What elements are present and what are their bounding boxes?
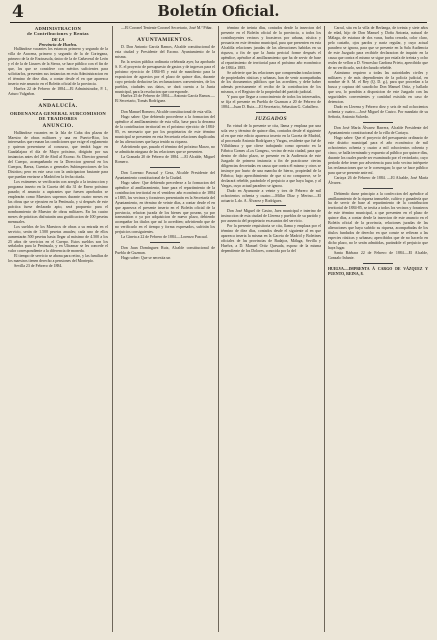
column-divider bbox=[324, 26, 325, 632]
notice-paragraph: En virtud de la presente se cita, llama y emplaza por una sola vez y término de quince días, contados desde el siguiente al en que este edicto aparezca inserto en la Gaceta de Madrid, al procesado Antonio Rodríguez y Vargas, residente que fué de Villablanca y que cítese trabajando como operario en la Fábrica Gomes «Los Gonges», vecino de esta ciudad, para que dentro de dicho plazo, se presente en la Audiencia de este Juzgado de primera instancia a fin de practicarse ciertas diligencias decretadas en causa que contra él mismo y otros se instruye por hurto de una mancha de hierro, propiedad de la Fábrica; bajo apercibimiento de que si no comparece, se le declarará rebelde, parándole el perjuicio a que haya lugar, y al Vargas, cuyo actual paradero se ignora. bbox=[221, 123, 321, 188]
section-separator bbox=[363, 263, 393, 264]
notice-paragraph: Sevilla 23 de Febrero de 1884. bbox=[14, 263, 63, 269]
notice-paragraph: El tiempo de servicio se abona para retiro, y las familias de los maestros tienen derecho a pensiones del Montepío. bbox=[8, 253, 108, 264]
section-heading: JUZGADOS bbox=[254, 116, 288, 123]
column-2 bbox=[115, 26, 215, 634]
notice-paragraph: término de treinta días, contados desde la insercion del presente en el Boletín oficial de la provincia, a todos los contribuyentes vecinos y forasteros por urbana, rústica y pecuaria en este término municipal, para que presenten en esta Alcaldía relaciones juradas de las alteraciones habidas en su riqueza, a fin de que la Junta pericial forme después el apéndice, apéndice al amillaramiento que ha de servir de base al repartimiento de territorial para el próximo año económico de 1884 a 1885. bbox=[221, 26, 321, 70]
section-separator bbox=[150, 33, 180, 34]
notice-paragraph: Don Manuel Romero, Alcalde constitucional de esta villa. bbox=[121, 109, 213, 115]
notice-paragraph: Hago saber: Que el proyecto del presupuesto ordinario de este distrito municipal para el año económico de mil ochocientos ochenta y cuatro a mil ochocientos ochenta y cinco, se halla terminado y expuesto al público por quince días, durante los cuales puede ser examinado por el vecindario, cuyo período debe tener por advertencia para todo vecino intérprete las reclamaciones que se le convengan; lo que se hace público para que se presente ante mí. bbox=[328, 135, 428, 175]
notice-paragraph: Por la presente requisitoria se cita, llama y emplaza por el término de diez días, contados desde el siguiente al en que aparezca inserta la misma en la Gaceta de Madrid y Boletines oficiales de las provincias de Badajoz, Málaga, Sevilla y Huelva, a D. Manuel Ortiz Quesada, esposo de la misma dependiente de los Dolores, conocida por la del bbox=[221, 223, 321, 254]
notice-paragraph: Asimismo requiero a todas las autoridades civiles y militares y de más dependientes de la policía judicial, en nombre de S. M. el Rey (Q. D. g.), para que procedan a la busca y captura del susodicho Don Manuel Ortiz, y hallado que sea, lo pondrán a disposicion de este Juzgado con las seguridades convenientes y cantidad existida en caso de detencion. bbox=[328, 69, 428, 105]
notice-paragraph: Advirtiendo que, pasado el término del próximo Marzo, no se admitirán ninguna de las relaciones que se presenten. bbox=[115, 144, 215, 155]
section-subheading: Provincia de Huelva. bbox=[38, 42, 78, 48]
section-heading: ANDALUCÍA. bbox=[38, 102, 78, 109]
column-divider bbox=[112, 26, 113, 632]
section-heading: ANUNCIO. bbox=[42, 122, 74, 129]
notice-paragraph: Cartaya 26 de Febrero de 1884. —El Alcalde, José María Álvarez. bbox=[328, 174, 428, 185]
notice-paragraph: Hago saber: Que debiendo precederse a la formacion del apéndice al amillaramiento, base para el repartimiento de la contribucion territorial en el venidero año económico de 1884 a 1885, los vecinos y forasteros presentarán en la Secretaría del Ayuntamiento, en término de veinte días, a contar desde el en que aparezca el presente inserto en el Boletín oficial de la provincia, relacion jurada de los bienes que posean, ya por transmision o ya por adquisicion de nuevo plazo, debiendo acompañar los títulos que así lo acrediten; advirtiendo que de no verificarlo en el tiempo y forma expresados, sufrirán los perjuicios consiguientes. bbox=[115, 179, 215, 235]
notice-paragraph: D. Don Antonio García Ramos, Alcalde constitucional de esta ciudad y Presidente del Excmo. Ayuntamiento de la misma. bbox=[115, 43, 215, 59]
section-separator bbox=[150, 106, 180, 107]
page-header bbox=[0, 0, 437, 24]
section-heading: AYUNTAMIENTOS. bbox=[137, 36, 193, 43]
notice-paragraph: Santa Bárbara 22 de Febrero de 1884.—El Alcalde, Gonzalo Infante. bbox=[328, 249, 428, 260]
section-separator bbox=[363, 122, 393, 123]
column-3 bbox=[221, 26, 321, 634]
newspaper-title: Boletín Oficial. bbox=[157, 3, 280, 20]
section-separator bbox=[363, 188, 393, 189]
notice-paragraph: Los sueldos de los Maestros de obras a su entrada en el servicio, serán de 1.500 pesetas anuales; cada uno de ellos aumentarán 500 pesetas hasta llegar al máximo de 4.500 a los 25 años de servicios en el Cuerpo. Estos sueldos son los señalados para la Península, y en Ultramar se les concede el valor correspondiente a la diferencia de moneda. bbox=[8, 223, 108, 254]
notice-paragraph: En la sesion pública ordinaria celebrada ayer, ha aprobado S. E. el proyecto de presupuesto de gastos y de ingresos para el próximo ejercicio de 1884-85 y está de manifiesto para la exposicion de agravios por el plazo de quince días, durante cuyo periodo deducirse las reclamaciones convenientes, de los pueblos, ciudades sus datos, se dará cuenta a la Junta municipal, para la resolucion que corresponde. bbox=[115, 58, 215, 94]
section-separator bbox=[43, 99, 73, 100]
section-subheading: ORDENANZA GENERAL SUBCOMISION DE TRAIDORES bbox=[10, 110, 106, 122]
notice-paragraph: Carral, sita en la villa de Berlanga, de treinta y siete años de edad, hijo de Don Manuel y Doña Antonia, natural de Málaga, de estatura de dos varas, barba cerrada, color claro, pelo castaño, ojos pardos y nariz regular, y cuyo actual paradero se ignora, para que se presente en la Sala Audiencia de este Juzgado para recibirle declaracion de inquirir en la causa que contra el mismo se sigue por estafa de treinta y ocho reales de vellon a D. Venceslao Cardona Prieto, apercibido que de no verificarlo, será declarado rebelde. bbox=[328, 26, 428, 70]
page-number: 4 bbox=[12, 2, 24, 22]
notice-paragraph: Huelva 22 de Febrero de 1884.—El Administrador, P. I., Arturo Valgañon. bbox=[8, 85, 108, 96]
column-1 bbox=[8, 26, 108, 634]
notice-paragraph: Don José Miguel de Castro, Juez municipal e interino de instruccion de esta ciudad de Llerena y pueblos de su partido y por ausencia del propietario en asuntos del servicio. bbox=[221, 208, 321, 224]
notice-paragraph: Se advierte que las relaciones que comprendan traslaciones de propiedades rústicas y urbanas, han de venir acompañadas de los documentos públicos que las acrediten, y debe haber además precisamente el recibo de la contribucion de los mismos, o el Registro de la propiedad del partido judicial. bbox=[221, 69, 321, 95]
notice-paragraph: Hallándose vacantes en la Isla de Cuba dos plazas de Maestro de obras militares y una en Puerto-Rico, los interesados que reunan las condiciones que exige el reglamento y quieran presentarse al concurso, que tendrá lugar en Guadalajara el día de Mayo próximo, dirigirán por sus instancias antes del 20 de Abril al Excmo. Sr. Director general del Cuerpo, acompañando en la Direccion general en los Cuerpos, Baeza, Cuentas o generales Subinspecciones de los Distritos; pero en este caso con la anticipacion bastante para que puedan enviarse a Madrid en la fecha citada. bbox=[8, 129, 108, 180]
notice-paragraph: Huelva 25 de Febrero de 1884.—Antonio García Ramos.—El Secretario, Tomás Rodríguez. bbox=[115, 93, 215, 104]
section-separator bbox=[256, 205, 286, 206]
notice-paragraph: Hago saber: Que debiendo procederse a la formacion del apéndice al amillaramiento de esta villa, base para la derrama de la contribucion territorial en el próximo ejercicio de 1884-85, es necesario que por los propietarios de este término municipal se presenten en esta Secretaría relaciones duplicadas de las alteraciones que haya tenido su riqueza. bbox=[115, 114, 215, 145]
notice-paragraph: La Gineta a 22 de Febrero de 1884.—Lorenzo Pascual. bbox=[121, 234, 208, 240]
notice-paragraph: Debiendo darse principio a la confeccion del apéndice al amillaramiento de la riqueza inmueble, cultivo y ganadería que ha de servir de base al repartimiento de la contribucion territorial de 1884-85, se invita a todos los vecinos y forasteros de este término municipal, a que presenten en el plazo de quince días, a contar desde la insercion de este anuncio en el Boletín oficial de la provincia, relaciones juradas de las alteraciones que haya sufrido su riqueza, acompañadas de los títulos fundados de derecho en que conste se refieran a las especies rústicas y urbanas; apercibidos que de no hacerlo en dicho plazo, no le serán admitidas, parándole el perjuicio que haya lugar. bbox=[328, 190, 428, 251]
column-divider bbox=[218, 26, 219, 632]
notice-paragraph: Don Juan Domínguez Ruiz, Alcalde constitucional de Puebla de Guzman. bbox=[115, 245, 215, 256]
section-separator bbox=[150, 242, 180, 243]
notice-paragraph: Don Lorenzo Pascual y Gesa, Alcalde Presidente del Ayuntamiento constitucional de la Ciudad. bbox=[115, 169, 215, 180]
notice-paragraph: Dado en Ayamonte a veinte y tres de Febrero de mil ochocientos ochenta y cuatro.—Millar Díaz y Merino.—El actuario L.do. A. Álvarez y Rodríguez. bbox=[221, 187, 321, 203]
notice-paragraph: La Granada 20 de Febrero de 1884. —El Alcalde, Miguel Romero. bbox=[115, 153, 215, 164]
notice-paragraph: Dado en Llerena y Febrero diez y seis de mil ochocientos ochenta y cuatro.—José Miguel de Castro. Por mandato de su Señoría, Antonio Salcedo. bbox=[328, 104, 428, 120]
printer-imprint: HUELVA.—IMPRENTA Á CARGO DE VÁZQUEZ Y PUENTO, REINA, 8. bbox=[328, 266, 428, 276]
section-separator bbox=[256, 112, 286, 113]
section-subheading: ADMINISTRACION bbox=[34, 26, 82, 31]
notice-paragraph: Don José María Álvarez Barrera, Alcalde Presidente del Ayuntamiento constitucional de la villa de Cartaya. bbox=[328, 125, 428, 136]
notice-paragraph: Los exámenes se verificarán con arreglo a la instruccion y programa inserto en la Gaceta del día 31 de Enero próximo pasado; el anuncio a aspirantes que fuesen aprobados se emplearán como Maestros supernos durante cuatro meses en las obras que se ejecuten en la Península, y si después de este práctica fuese declarado apto, será propuesto para el nombramiento de Maestro de obras militares. En los cuatro meses de prácticas disfrutarán una gratificacion de 100 pesetas mensuales. bbox=[8, 179, 108, 224]
section-subheading: de Contribuciones y Rentas bbox=[27, 31, 89, 37]
notice-paragraph: —El Coronel Teniente Coronel Secretario, José M.ª Piñar. bbox=[121, 26, 213, 30]
notice-paragraph: Hago saber: Que se necesita un bbox=[121, 255, 171, 261]
notice-paragraph: Y para que llegue a conocimiento de todos los interesados, se fija el presente en Puebla de Guzman a 20 de Febrero de 1884.—Juan D. Ruiz.—El Secretario, Sebastian G. Caballero. bbox=[221, 94, 321, 110]
header-rule bbox=[10, 22, 427, 23]
section-separator bbox=[150, 167, 180, 168]
section-subheading: DE LA bbox=[51, 36, 65, 42]
notice-paragraph: Hallándose vacantes los estancos primero y segundo de la villa de Aracena, primero y segundo de la de Cortegana, primero de la de Encinasola, único de la de Cañaveral de León y el de la de Linares de la Sierra, se hace público con el fin de que, los que se considere con méritos suficientes para solicitarlos, presenten sus instancias en esta Administracion en el término de diez días, a contar desde el en que aparezca inserto este anuncio en el Boletín oficial de la provincia. bbox=[8, 46, 108, 86]
column-4 bbox=[328, 26, 428, 634]
